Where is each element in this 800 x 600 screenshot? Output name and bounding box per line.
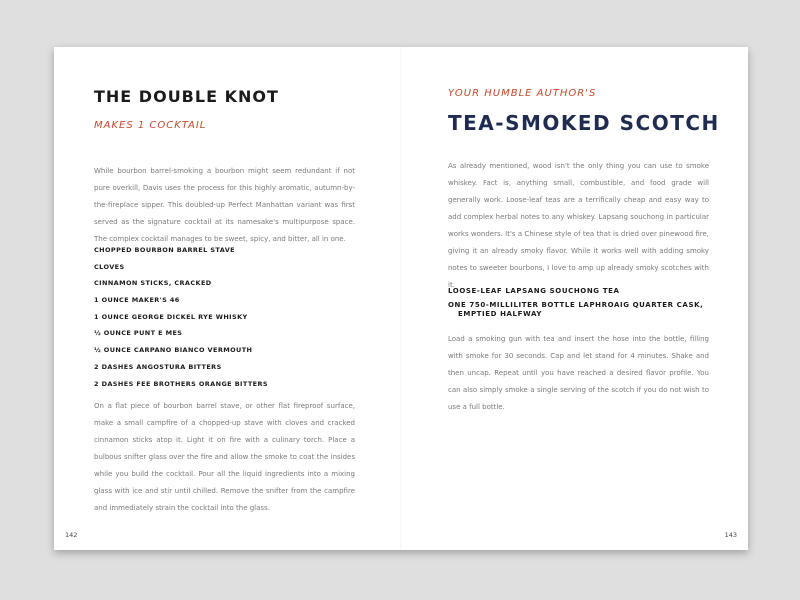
- page-number: 142: [65, 531, 78, 539]
- ingredient: 2 DASHES FEE BROTHERS ORANGE BITTERS: [94, 379, 269, 388]
- ingredient: 1 OUNCE GEORGE DICKEL RYE WHISKY: [94, 312, 248, 321]
- ingredient: CINNAMON STICKS, CRACKED: [94, 279, 212, 288]
- page-number: 143: [724, 531, 737, 539]
- ingredient: 2 DASHES ANGOSTURA BITTERS: [94, 362, 222, 371]
- ingredient: 1 OUNCE MAKER'S 46: [94, 296, 180, 305]
- ingredient-list: [94, 242, 354, 392]
- ingredient: ½ OUNCE CARPANO BIANCO VERMOUTH: [94, 346, 253, 355]
- ingredient: CLOVES: [94, 262, 125, 271]
- ingredient: ½ OUNCE PUNT E MES: [94, 329, 183, 338]
- left-page: [54, 47, 400, 550]
- recipe-intro: As already mentioned, wood isn't the only thing you can use to smoke whiskey. Fact is, anything small, combustible, and food grade will generally work. Loose-leaf teas are a terrifically cheap and easy way to add complex herbal notes to any whiskey. Lapsang souchong in particular works wonders. It's a Chinese style of tea that is dried over pinewood fire, giving it an already smoky flavor. While it works well with adding smoky notes to sweeter bourbons, I love to amp up already smoky scotches with it.: [448, 162, 709, 289]
- ingredient: LOOSE-LEAF LAPSANG SOUCHONG TEA: [448, 287, 620, 295]
- recipe-method: Load a smoking gun with tea and insert the hose into the bottle, filling with smoke for 30 seconds. Cap and let stand for 4 minutes. Shake and then uncap. Repeat until you have reached a desired flavor profile. You can also simply smoke a single serving of the scotch if you do not wish to use a full bottle.: [448, 335, 709, 411]
- recipe-title: TEA-SMOKED SCOTCH: [448, 111, 720, 135]
- recipe-yield: MAKES 1 COCKTAIL: [94, 120, 207, 131]
- recipe-title: THE DOUBLE KNOT: [94, 87, 279, 106]
- ingredient-list: [448, 287, 713, 324]
- book-spread: [54, 47, 748, 550]
- ingredient: ONE 750-MILLILITER BOTTLE LAPHROAIG QUARTER CASK, EMPTIED HALFWAY: [448, 301, 704, 318]
- recipe-intro: While bourbon barrel-smoking a bourbon might seem redundant if not pure overkill, Davis uses the process for this highly aromatic, autumn-by-the-fireplace sipper. This doubled-up Perfect Manhattan variant was first served as the signature cocktail at its namesake's multipurpose space. The complex cocktail manages to be sweet, spicy, and bitter, all in one.: [94, 167, 355, 243]
- right-page: [402, 47, 748, 550]
- recipe-method: On a flat piece of bourbon barrel stave, or other flat fireproof surface, make a small campfire of a chopped-up stave with cloves and cracked cinnamon sticks atop it. Light it on fire with a culinary torch. Place a bulbous snifter glass over the fire and allow the smoke to coat the insides while you build the cocktail. Pour all the liquid ingredients into a mixing glass with ice and stir until chilled. Remove the snifter from the campfire and immediately strain the cocktail into the glass.: [94, 402, 355, 512]
- recipe-kicker: YOUR HUMBLE AUTHOR'S: [448, 88, 597, 99]
- ingredient: CHOPPED BOURBON BARREL STAVE: [94, 246, 236, 254]
